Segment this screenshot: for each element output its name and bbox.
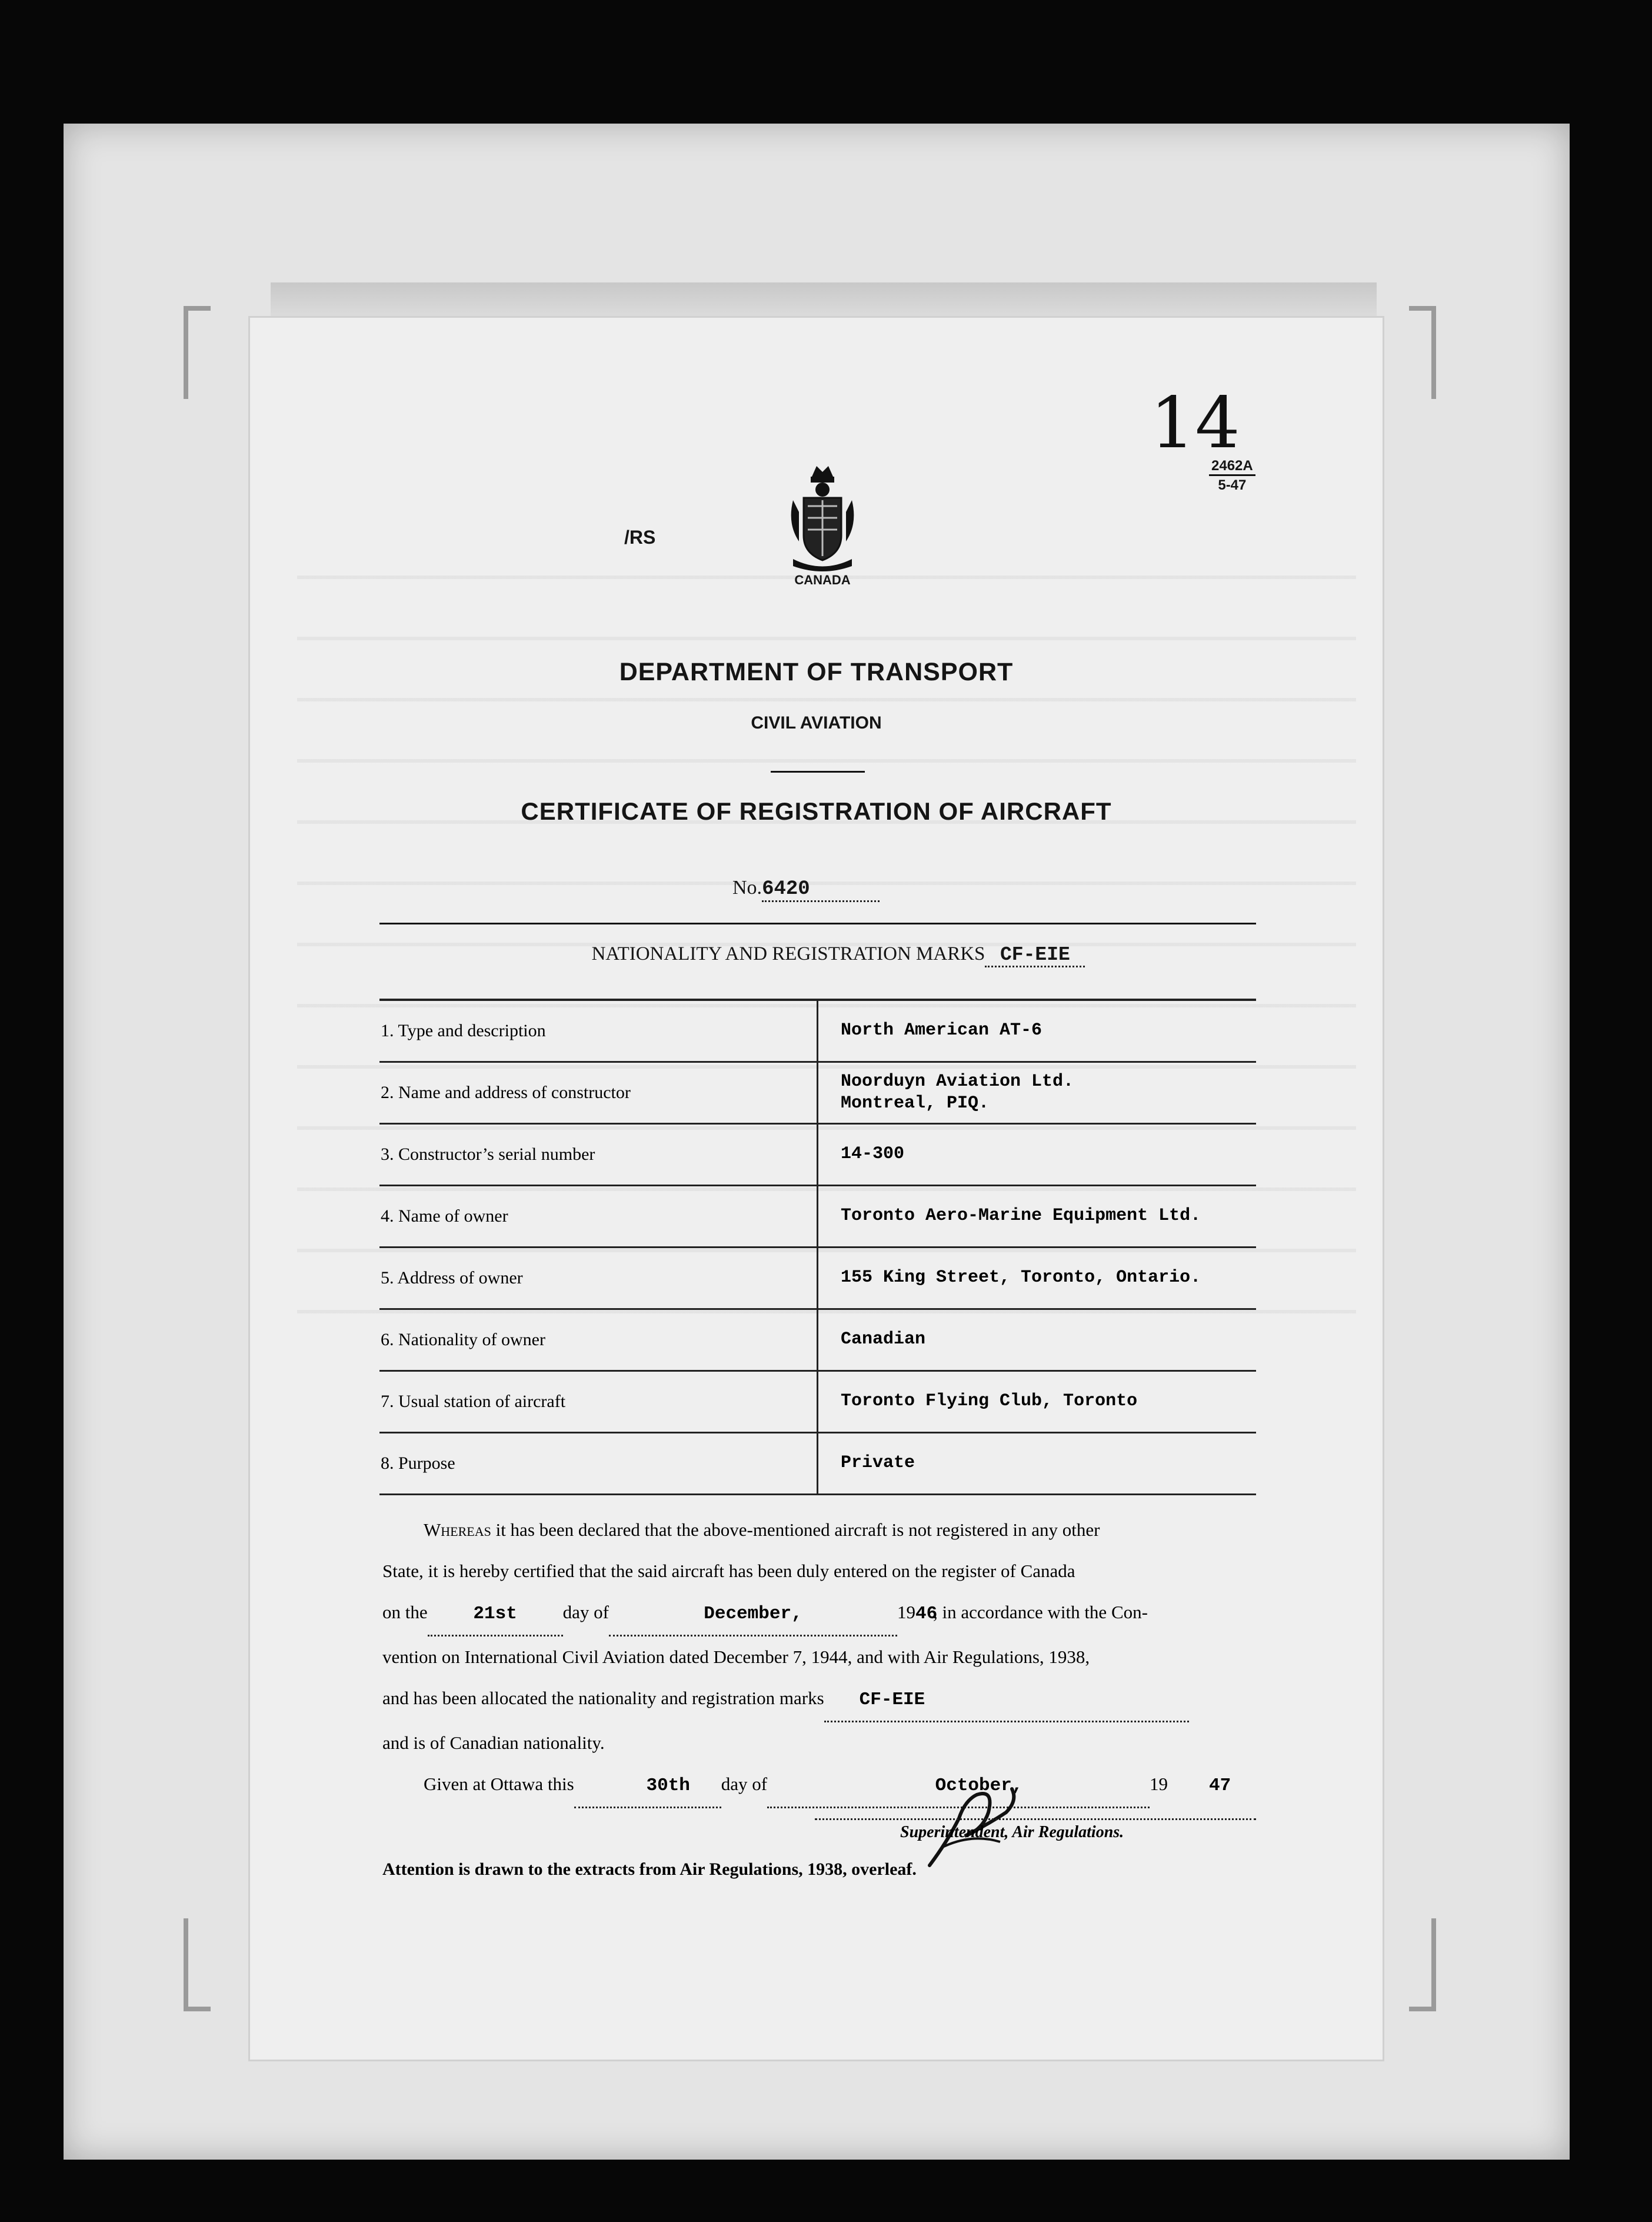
field-label: 7. Usual station of aircraft xyxy=(379,1371,818,1433)
given-day: 30th xyxy=(574,1765,721,1808)
field-label: 4. Name of owner xyxy=(379,1186,818,1248)
form-number-code: 2462A xyxy=(1209,458,1255,476)
royal-coat-of-arms-icon xyxy=(775,459,870,577)
declaration-text: , in accordance with the Con- xyxy=(932,1602,1148,1622)
registration-marks-line xyxy=(544,943,1133,967)
field-value: Toronto Flying Club, Toronto xyxy=(818,1371,1257,1433)
handwritten-page-number: 14 xyxy=(1150,382,1240,464)
registration-month: December, xyxy=(609,1594,897,1636)
given-month: October, xyxy=(767,1765,1150,1808)
file-reference: /RS xyxy=(624,527,656,548)
section-rule xyxy=(379,923,1256,924)
declaration-text: and has been allocated the nationality and registration marks xyxy=(382,1688,824,1708)
declaration-line-3 xyxy=(382,1592,1259,1636)
allocated-marks: CF-EIE xyxy=(824,1679,1189,1722)
field-label: 5. Address of owner xyxy=(379,1248,818,1309)
given-line xyxy=(382,1764,1259,1808)
whereas-word: Whereas xyxy=(424,1519,491,1540)
field-value: 155 King Street, Toronto, Ontario. xyxy=(818,1248,1257,1309)
on-the-label: on the xyxy=(382,1602,428,1622)
field-value: Private xyxy=(818,1433,1257,1495)
declaration-paragraph xyxy=(382,1509,1259,1808)
table-row xyxy=(379,1124,1256,1186)
field-value: Noorduyn Aviation Ltd. Montreal, PIQ. xyxy=(818,1062,1257,1124)
century-label: 19 xyxy=(1150,1774,1168,1794)
country-label: CANADA xyxy=(794,573,851,587)
certificate-number xyxy=(732,877,880,902)
table-row xyxy=(379,1248,1256,1309)
field-value: Canadian xyxy=(818,1309,1257,1371)
table-row xyxy=(379,1309,1256,1371)
form-number-date: 5-47 xyxy=(1218,477,1247,493)
declaration-line-6: and is of Canadian nationality. xyxy=(382,1732,605,1753)
declaration-line-1 xyxy=(382,1509,1259,1551)
field-label: 6. Nationality of owner xyxy=(379,1309,818,1371)
registration-marks-label: NATIONALITY AND REGISTRATION MARKS xyxy=(591,943,985,964)
signatory-title: Superintendent, Air Regulations. xyxy=(900,1823,1124,1841)
crop-mark-bottom-right xyxy=(1409,1918,1436,2011)
declaration-text: it has been declared that the above-mentioned aircraft is not registered in any other xyxy=(495,1519,1100,1540)
given-year: 47 xyxy=(1209,1775,1231,1796)
table-row xyxy=(379,1371,1256,1433)
department-title: DEPARTMENT OF TRANSPORT xyxy=(619,658,1014,686)
signature-line xyxy=(815,1818,1256,1820)
day-of-label: day of xyxy=(721,1774,768,1794)
crop-mark-bottom-left xyxy=(184,1918,211,2011)
certificate-title: CERTIFICATE OF REGISTRATION OF AIRCRAFT xyxy=(521,797,1112,825)
table-row xyxy=(379,1186,1256,1248)
table-row xyxy=(379,1000,1256,1062)
registration-marks-value: CF-EIE xyxy=(985,944,1085,967)
aircraft-particulars-table xyxy=(379,999,1256,1495)
century-label: 19 xyxy=(897,1602,915,1622)
table-row xyxy=(379,1062,1256,1124)
day-of-label: day of xyxy=(562,1602,609,1622)
certificate-number-value: 6420 xyxy=(762,878,880,902)
field-value: Toronto Aero-Marine Equipment Ltd. xyxy=(818,1186,1257,1248)
heading-rule xyxy=(771,771,865,773)
declaration-line-5 xyxy=(382,1678,1259,1722)
crop-mark-top-right xyxy=(1409,306,1436,399)
field-label: 8. Purpose xyxy=(379,1433,818,1495)
field-value: 14-300 xyxy=(818,1124,1257,1186)
attention-note: Attention is drawn to the extracts from Air Regulations, 1938, overleaf. xyxy=(382,1860,917,1879)
declaration-line-2: State, it is hereby certified that the said aircraft has been duly entered on the register of Canada xyxy=(382,1561,1075,1581)
registration-year: 46 xyxy=(915,1604,938,1624)
field-label: 1. Type and description xyxy=(379,1000,818,1062)
declaration-line-4: vention on International Civil Aviation dated December 7, 1944, and with Air Regulations, 1938, xyxy=(382,1646,1090,1667)
form-number xyxy=(1209,458,1255,494)
branch-title: CIVIL AVIATION xyxy=(751,713,882,733)
table-row xyxy=(379,1433,1256,1495)
registration-day: 21st xyxy=(428,1594,563,1636)
given-label: Given at Ottawa this xyxy=(424,1774,574,1794)
field-label: 3. Constructor’s serial number xyxy=(379,1124,818,1186)
crop-mark-top-left xyxy=(184,306,211,399)
field-value: North American AT-6 xyxy=(818,1000,1257,1062)
certificate-number-label: No. xyxy=(732,877,762,899)
field-label: 2. Name and address of constructor xyxy=(379,1062,818,1124)
